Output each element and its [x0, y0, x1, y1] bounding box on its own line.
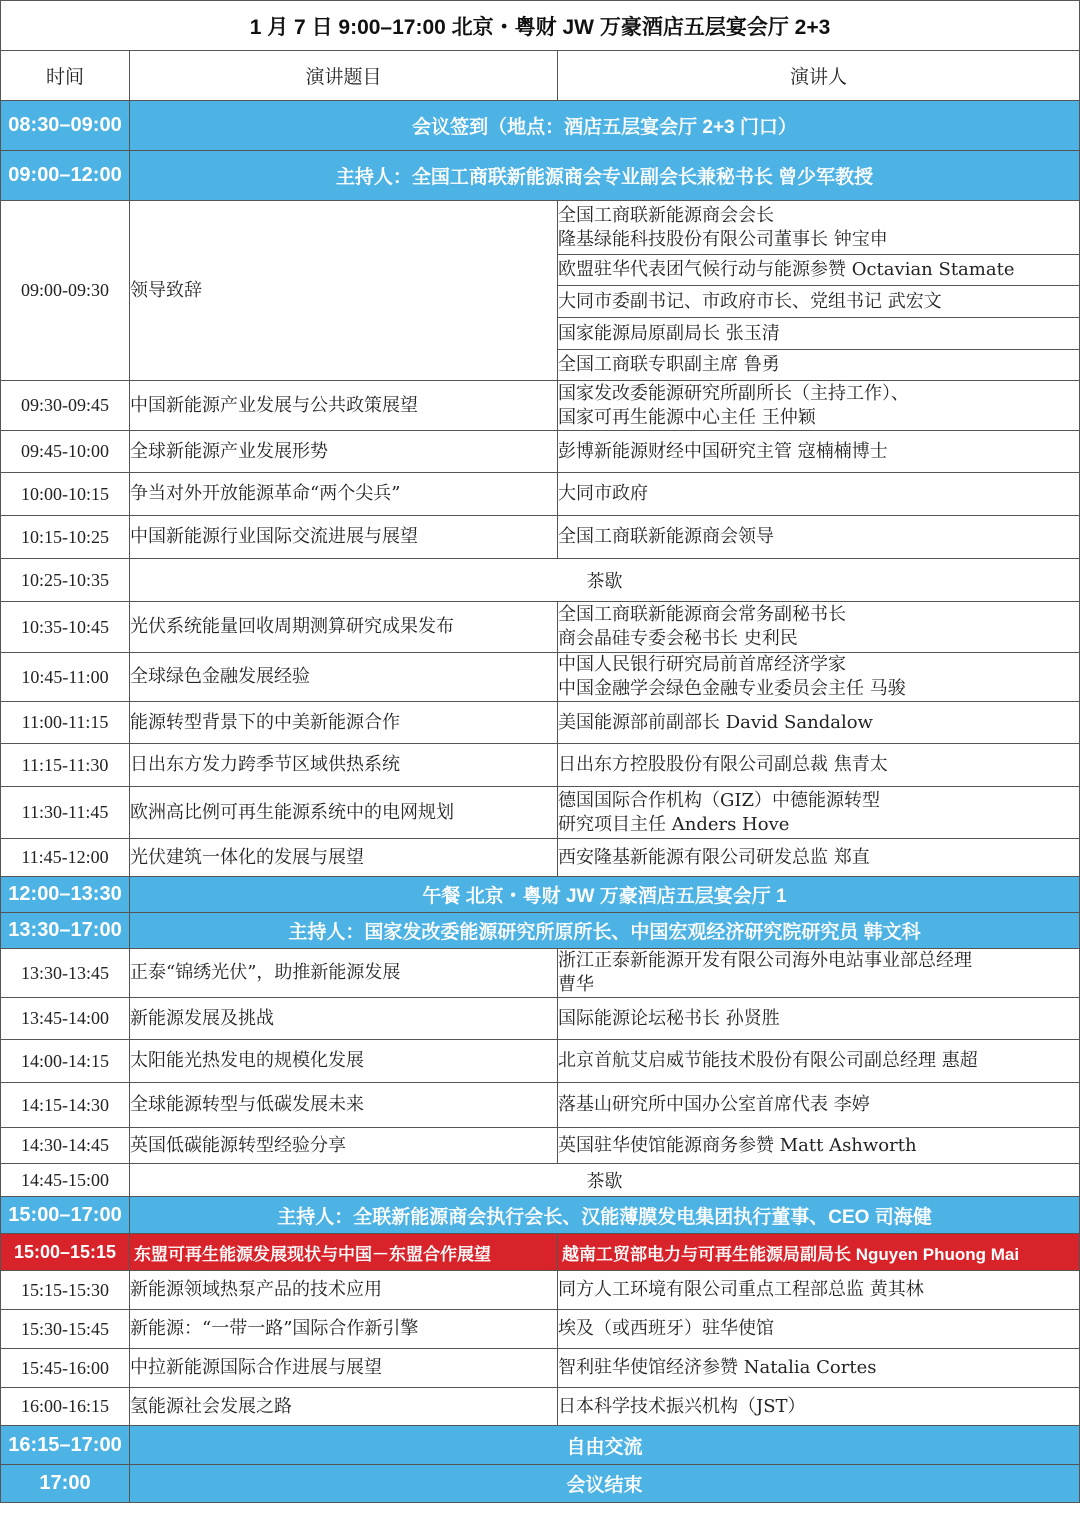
- session-time: 13:30-13:45: [1, 949, 130, 998]
- session-row: [1, 839, 1080, 877]
- session-speaker: [558, 1271, 1080, 1310]
- session-row: [1, 1310, 1080, 1349]
- section-text: 会议结束: [130, 1465, 1080, 1503]
- speaker-line: 全国工商联专职副主席 鲁勇: [558, 354, 780, 375]
- speaker-line: 落基山研究所中国办公室首席代表 李婷: [558, 1094, 870, 1115]
- session-topic: 中国新能源行业国际交流进展与展望: [130, 516, 558, 559]
- session-speaker: [558, 602, 1080, 653]
- break-label: 茶歇: [130, 559, 1080, 602]
- header-time: 时间: [1, 51, 130, 101]
- session-topic: 争当对外开放能源革命“两个尖兵”: [130, 473, 558, 516]
- session-topic: 光伏系统能量回收周期测算研究成果发布: [130, 602, 558, 653]
- session-topic: 光伏建筑一体化的发展与展望: [130, 839, 558, 877]
- page-title: 1 月 7 日 9:00–17:00 北京・粤财 JW 万豪酒店五层宴会厅 2+3: [1, 1, 1080, 51]
- session-row: [1, 1040, 1080, 1083]
- speaker-line: 国家发改委能源研究所副所长（主持工作）、: [558, 382, 909, 404]
- section-text: 主持人：全国工商联新能源商会专业副会长兼秘书长 曾少军教授: [130, 151, 1080, 201]
- session-row: [1, 473, 1080, 516]
- session-time: 14:15-14:30: [1, 1083, 130, 1128]
- session-speaker: [558, 1310, 1080, 1349]
- session-speaker: [558, 286, 1080, 318]
- session-topic: 新能源：“一带一路”国际合作新引擎: [130, 1310, 558, 1349]
- speaker-line: 埃及（或西班牙）驻华使馆: [558, 1318, 774, 1339]
- section-text: 主持人：全联新能源商会执行会长、汉能薄膜发电集团执行董事、CEO 司海健: [130, 1197, 1080, 1234]
- session-topic: 新能源发展及挑战: [130, 998, 558, 1040]
- section-time: 08:30–09:00: [1, 101, 130, 151]
- section-text: 自由交流: [130, 1426, 1080, 1465]
- session-speaker: [558, 1349, 1080, 1388]
- session-time: 11:15-11:30: [1, 744, 130, 787]
- session-time: 10:00-10:15: [1, 473, 130, 516]
- highlight-row: [1, 1234, 1080, 1271]
- session-topic: 全球能源转型与低碳发展未来: [130, 1083, 558, 1128]
- signin-row: [1, 101, 1080, 151]
- break-label: 茶歇: [130, 1164, 1080, 1197]
- section-time: 16:15–17:00: [1, 1426, 130, 1465]
- session-topic: 全球新能源产业发展形势: [130, 431, 558, 473]
- session-time: 09:45-10:00: [1, 431, 130, 473]
- session-topic: 中国新能源产业发展与公共政策展望: [130, 381, 558, 431]
- section-text: 午餐 北京・粤财 JW 万豪酒店五层宴会厅 1: [130, 877, 1080, 913]
- speaker-line: 大同市政府: [558, 483, 648, 504]
- session-row: [1, 949, 1080, 998]
- speaker-line: 德国国际合作机构（GIZ）中德能源转型: [558, 789, 880, 811]
- session-topic: 领导致辞: [130, 201, 558, 381]
- speaker-line: 中国金融学会绿色金融专业委员会主任 马骏: [558, 678, 906, 699]
- session-speaker: [558, 381, 1080, 431]
- break-row: [1, 559, 1080, 602]
- session-topic: 中拉新能源国际合作进展与展望: [130, 1349, 558, 1388]
- speaker-line: 隆基绿能科技股份有限公司董事长 钟宝申: [558, 228, 888, 250]
- section-time: 12:00–13:30: [1, 877, 130, 913]
- section-row: [1, 913, 1080, 949]
- break-time: 10:25-10:35: [1, 559, 130, 602]
- speaker-line: 国际能源论坛秘书长 孙贤胜: [558, 1007, 780, 1029]
- session-topic: 新能源领域热泵产品的技术应用: [130, 1271, 558, 1310]
- session-row: [1, 1388, 1080, 1426]
- session-time: 11:00-11:15: [1, 702, 130, 744]
- session-speaker: [558, 787, 1080, 839]
- speaker-line: 北京首航艾启威节能技术股份有限公司副总经理 惠超: [558, 1050, 978, 1071]
- session-row: [1, 1128, 1080, 1164]
- session-topic: 太阳能光热发电的规模化发展: [130, 1040, 558, 1083]
- speaker-line: 大同市委副书记、市政府市长、党组书记 武宏文: [558, 290, 942, 312]
- break-row: [1, 1164, 1080, 1197]
- session-speaker: [558, 201, 1080, 255]
- section-time: 17:00: [1, 1465, 130, 1503]
- session-speaker: [558, 431, 1080, 473]
- session-speaker: [558, 1388, 1080, 1426]
- opening-row: [1, 201, 1080, 255]
- speaker-line: 美国能源部前副部长 David Sandalow: [558, 711, 873, 733]
- session-time: 09:30-09:45: [1, 381, 130, 431]
- section-row: [1, 877, 1080, 913]
- session-time: 10:15-10:25: [1, 516, 130, 559]
- session-speaker: [558, 318, 1080, 350]
- speaker-line: 欧盟驻华代表团气候行动与能源参赞 Octavian Stamate: [558, 259, 1015, 280]
- speaker-line: 西安隆基新能源有限公司研发总监 郑直: [558, 846, 870, 868]
- session-row: [1, 702, 1080, 744]
- session-speaker: [558, 1128, 1080, 1164]
- session-speaker: [558, 949, 1080, 998]
- session-speaker: [558, 702, 1080, 744]
- section-row: [1, 1197, 1080, 1234]
- break-time: 14:45-15:00: [1, 1164, 130, 1197]
- header-row: [1, 51, 1080, 101]
- session-time: 11:30-11:45: [1, 787, 130, 839]
- section-time: 15:00–17:00: [1, 1197, 130, 1234]
- session-row: [1, 653, 1080, 702]
- session-time: 13:45-14:00: [1, 998, 130, 1040]
- speaker-line: 全国工商联新能源商会常务副秘书长: [558, 604, 846, 625]
- title-row: [1, 1, 1080, 51]
- session-time: 15:30-15:45: [1, 1310, 130, 1349]
- speaker-line: 彭博新能源财经中国研究主管 寇楠楠博士: [558, 440, 888, 462]
- speaker-line: 研究项目主任 Anders Hove: [558, 813, 790, 835]
- session-topic: 正泰“锦绣光伏”，助推新能源发展: [130, 949, 558, 998]
- speaker-line: 全国工商联新能源商会会长: [558, 204, 774, 226]
- speaker-line: 国家能源局原副局长 张玉清: [558, 322, 780, 344]
- session-time: 10:45-11:00: [1, 653, 130, 702]
- session-row: [1, 1271, 1080, 1310]
- speaker-line: 国家可再生能源中心主任 王仲颖: [558, 406, 816, 428]
- session-time: 15:45-16:00: [1, 1349, 130, 1388]
- speaker-line: 智利驻华使馆经济参赞 Natalia Cortes: [558, 1357, 877, 1378]
- session-row: [1, 1083, 1080, 1128]
- session-row: [1, 381, 1080, 431]
- session-speaker: [558, 255, 1080, 286]
- session-time: 14:30-14:45: [1, 1128, 130, 1164]
- session-speaker: [558, 516, 1080, 559]
- speaker-line: 浙江正泰新能源开发有限公司海外电站事业部总经理: [558, 950, 972, 971]
- session-time: 16:00-16:15: [1, 1388, 130, 1426]
- session-topic: 能源转型背景下的中美新能源合作: [130, 702, 558, 744]
- session-topic: 日出东方发力跨季节区域供热系统: [130, 744, 558, 787]
- host-row: [1, 151, 1080, 201]
- session-time: 09:00-09:30: [1, 201, 130, 381]
- session-row: [1, 787, 1080, 839]
- speaker-line: 商会晶硅专委会秘书长 史利民: [558, 628, 798, 649]
- speaker-line: 全国工商联新能源商会领导: [558, 526, 774, 547]
- session-time: 11:45-12:00: [1, 839, 130, 877]
- session-topic: 全球绿色金融发展经验: [130, 653, 558, 702]
- session-topic: 英国低碳能源转型经验分享: [130, 1128, 558, 1164]
- session-topic: 欧洲高比例可再生能源系统中的电网规划: [130, 787, 558, 839]
- session-speaker: [558, 839, 1080, 877]
- session-speaker: [558, 744, 1080, 787]
- session-time: 14:00-14:15: [1, 1040, 130, 1083]
- speaker-line: 曹华: [558, 974, 594, 995]
- section-row: [1, 1465, 1080, 1503]
- header-topic: 演讲题目: [130, 51, 558, 101]
- session-row: [1, 998, 1080, 1040]
- session-row: [1, 602, 1080, 653]
- session-row: [1, 431, 1080, 473]
- section-text: 主持人：国家发改委能源研究所原所长、中国宏观经济研究院研究员 韩文科: [130, 913, 1080, 949]
- speaker-line: 英国驻华使馆能源商务参赞 Matt Ashworth: [558, 1134, 917, 1156]
- session-speaker: [558, 653, 1080, 702]
- session-row: [1, 516, 1080, 559]
- highlight-time: 15:00–15:15: [1, 1234, 130, 1271]
- session-row: [1, 1349, 1080, 1388]
- section-time: 13:30–17:00: [1, 913, 130, 949]
- speaker-line: 中国人民银行研究局前首席经济学家: [558, 654, 846, 675]
- session-topic: 氢能源社会发展之路: [130, 1388, 558, 1426]
- session-speaker: [558, 473, 1080, 516]
- session-speaker: [558, 1040, 1080, 1083]
- session-speaker: [558, 1083, 1080, 1128]
- speaker-line: 日出东方控股股份有限公司副总裁 焦青太: [558, 754, 888, 775]
- session-row: [1, 744, 1080, 787]
- speaker-line: 日本科学技术振兴机构（JST）: [558, 1395, 806, 1417]
- session-speaker: [558, 998, 1080, 1040]
- session-time: 10:35-10:45: [1, 602, 130, 653]
- section-time: 09:00–12:00: [1, 151, 130, 201]
- session-time: 15:15-15:30: [1, 1271, 130, 1310]
- section-text: 会议签到（地点：酒店五层宴会厅 2+3 门口）: [130, 101, 1080, 151]
- highlight-topic: 东盟可再生能源发展现状与中国－东盟合作展望: [130, 1234, 558, 1271]
- highlight-speaker: 越南工贸部电力与可再生能源局副局长 Nguyen Phuong Mai: [558, 1234, 1080, 1271]
- section-row: [1, 1426, 1080, 1465]
- header-speaker: 演讲人: [558, 51, 1080, 101]
- speaker-line: 同方人工环境有限公司重点工程部总监 黄其林: [558, 1279, 924, 1300]
- session-speaker: [558, 350, 1080, 381]
